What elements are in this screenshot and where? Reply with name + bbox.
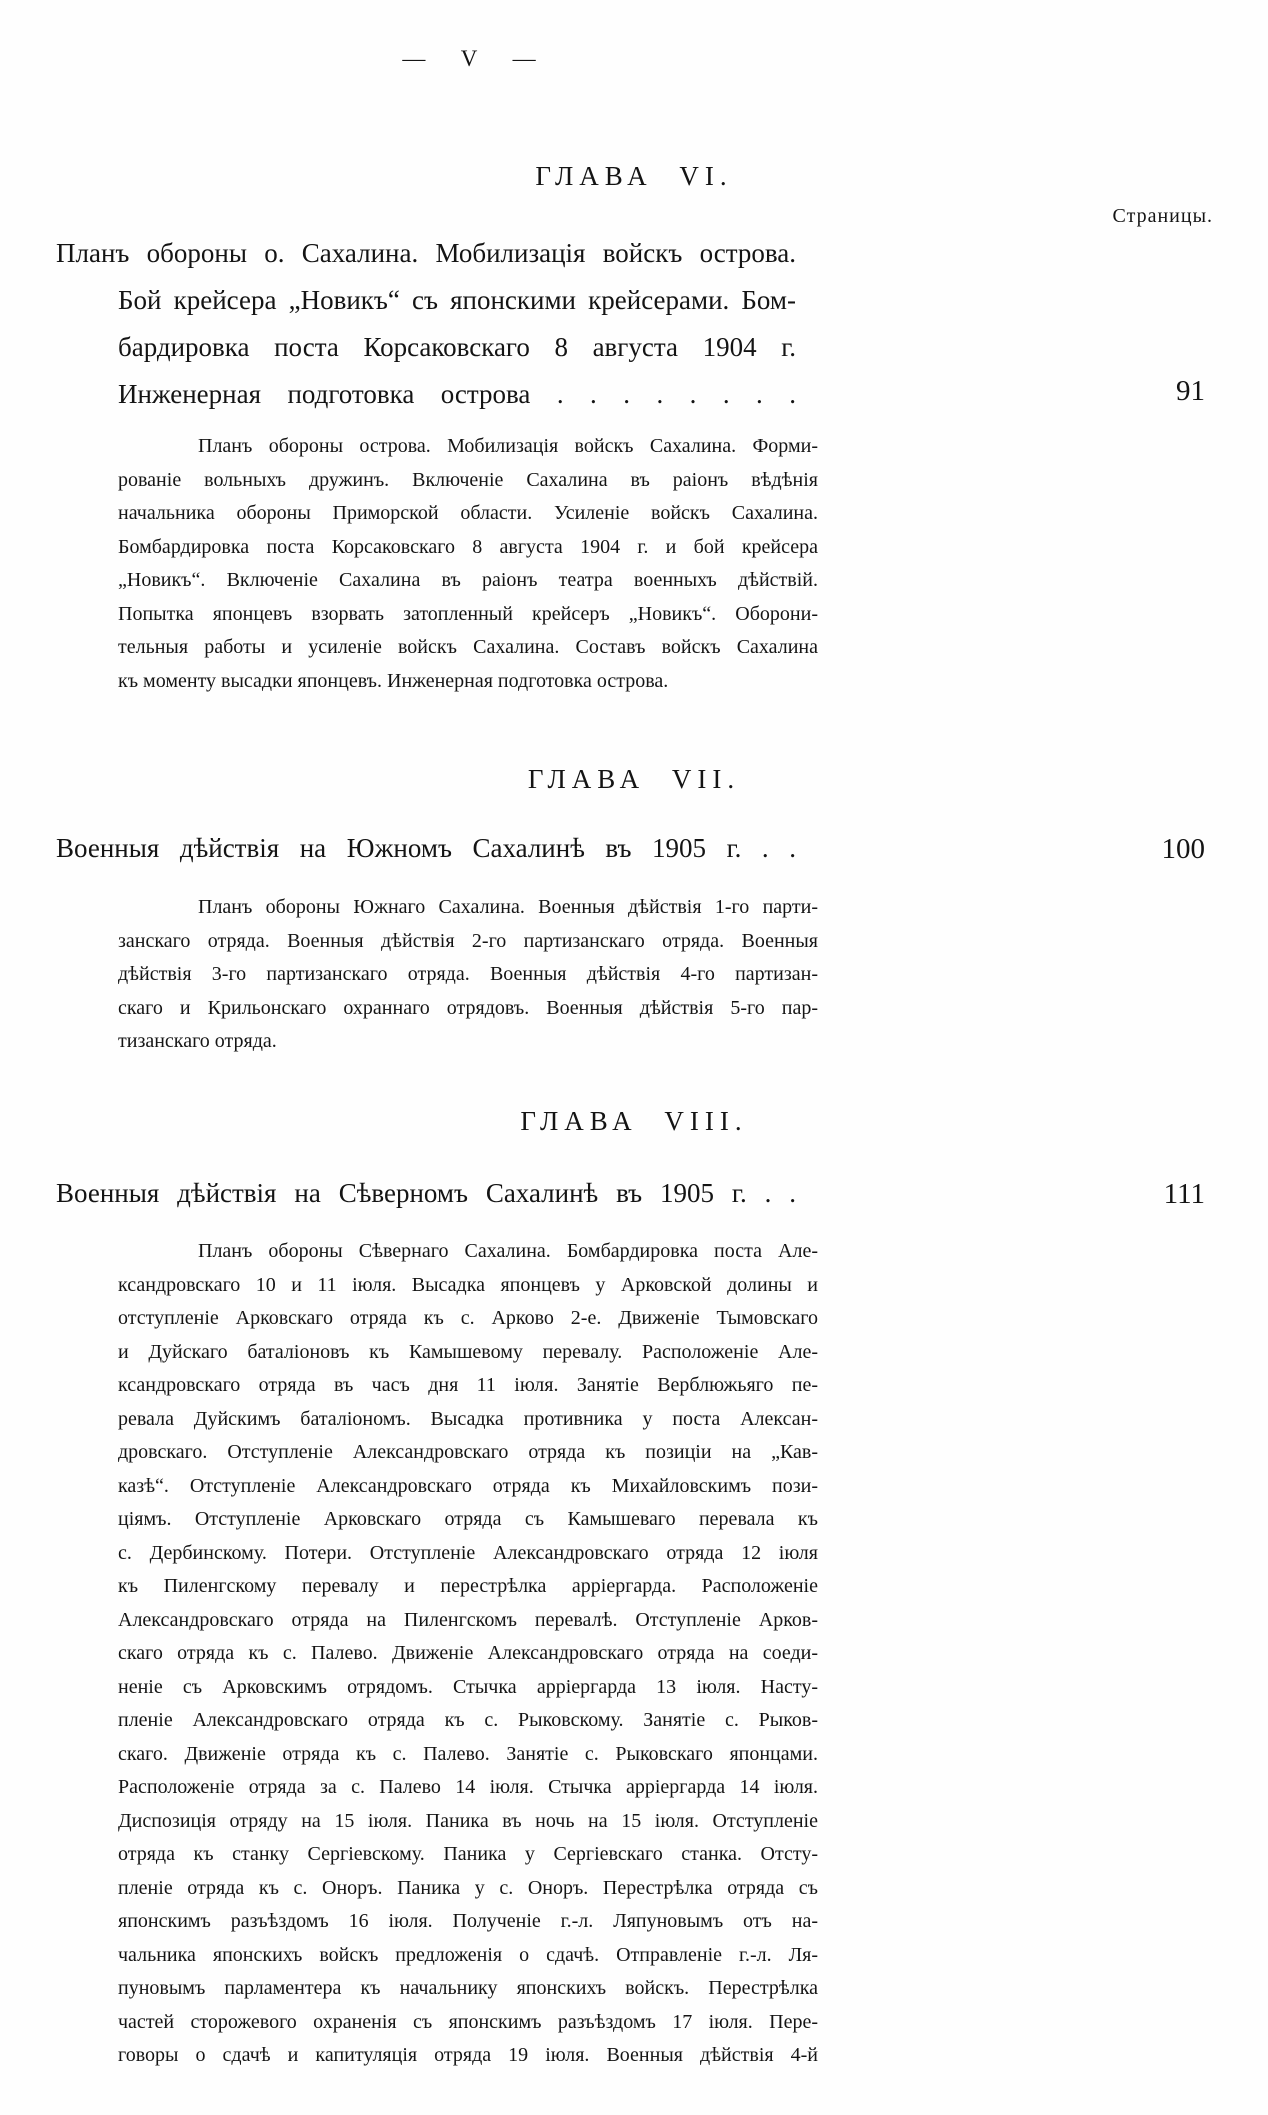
text-line: Попытка японцевъ взорвать затопленный крейсеръ „Новикъ“. Оборони- (118, 602, 818, 625)
pages-column-label: Страницы. (1112, 205, 1213, 227)
text-line: чальника японскихъ войскъ предложенія о сдачѣ. Отправленіе г.-л. Ля- (118, 1943, 818, 1966)
text-line: Расположеніе отряда за с. Палево 14 іюля. Стычка арріергарда 14 іюля. (118, 1776, 818, 1798)
text-line: дѣйствія 3-го партизанскаго отряда. Военныя дѣйствія 4-го партизан- (118, 963, 818, 985)
text-line: Планъ обороны Южнаго Сахалина. Военныя дѣйствія 1-го парти- (198, 896, 818, 918)
text-line: Планъ обороны острова. Мобилизація войскъ Сахалина. Форми- (198, 435, 818, 457)
text-line: казѣ“. Отступленіе Александровскаго отряда къ Михайловскимъ пози- (118, 1474, 818, 1497)
text-line: Инженерная подготовка острова . . . . . . . . (118, 379, 796, 409)
text-line: Александровскаго отряда на Пиленгскомъ перевалѣ. Отступленіе Арков- (118, 1608, 818, 1631)
text-line: японскимъ разъѣздомъ 16 іюля. Полученіе г.-л. Ляпуновымъ отъ на- (118, 1910, 818, 1932)
chapter-7-summary (118, 891, 818, 1059)
text-line: тизанскаго отряда. (118, 1030, 277, 1052)
text-line: и Дуйскаго баталіоновъ къ Камышевому перевалу. Расположеніе Але- (118, 1340, 818, 1363)
text-line: тельныя работы и усиленіе войскъ Сахалина. Составъ войскъ Сахалина (118, 636, 818, 658)
text-line: пленіе отряда къ с. Оноръ. Паника у с. Оноръ. Перестрѣлка отряда съ (118, 1876, 818, 1899)
chapter-6-summary (118, 430, 818, 698)
text-line: „Новикъ“. Включеніе Сахалина въ раіонъ театра военныхъ дѣйствій. (118, 569, 818, 591)
chapter-7-heading: ГЛАВА VII. (527, 764, 741, 794)
chapter-6-page-number: 91 (1176, 375, 1205, 407)
text-line: дровскаго. Отступленіе Александровскаго отряда къ позиціи на „Кав- (118, 1441, 818, 1463)
chapter-6-title (56, 230, 796, 418)
chapter-7-title (56, 825, 796, 872)
text-line: занскаго отряда. Военныя дѣйствія 2-го партизанскаго отряда. Военныя (118, 929, 818, 952)
text-line: скаго. Движеніе отряда къ с. Палево. Занятіе с. Рыковскаго японцами. (118, 1742, 818, 1765)
chapter-7-page-number: 100 (1161, 833, 1205, 865)
chapter-8-summary (118, 1235, 818, 2073)
text-line: ксандровскаго отряда въ часъ дня 11 іюля. Занятіе Верблюжьяго пе- (118, 1374, 818, 1396)
text-line: неніе съ Арковскимъ отрядомъ. Стычка арріергарда 13 іюля. Насту- (118, 1675, 818, 1698)
text-line: начальника обороны Приморской области. Усиленіе войскъ Сахалина. (118, 502, 818, 524)
text-line: Бой крейсера „Новикъ“ съ японскими крейсерами. Бом- (118, 285, 796, 315)
chapter-8-heading: ГЛАВА VIII. (520, 1106, 748, 1136)
text-line: частей сторожевого охраненія съ японскимъ разъѣздомъ 17 іюля. Пере- (118, 2010, 818, 2033)
text-line: отступленіе Арковскаго отряда къ с. Арково 2-е. Движеніе Тымовскаго (118, 1307, 818, 1329)
text-line: Военныя дѣйствія на Южномъ Сахалинѣ въ 1905 г. . . (56, 833, 796, 863)
chapter-8-title (56, 1170, 796, 1217)
text-line: пуновымъ парламентера къ начальнику японскихъ войскъ. Перестрѣлка (118, 1977, 818, 1999)
folio-page-number: — V — (402, 46, 538, 71)
text-line: Бомбардировка поста Корсаковскаго 8 августа 1904 г. и бой крейсера (118, 535, 818, 558)
text-line: Планъ обороны о. Сахалина. Мобилизація войскъ острова. (56, 238, 796, 268)
chapter-6-heading: ГЛАВА VI. (535, 161, 733, 191)
text-line: къ моменту высадки японцевъ. Инженерная подготовка острова. (118, 669, 669, 692)
text-line: пленіе Александровскаго отряда къ с. Рыковскому. Занятіе с. Рыков- (118, 1709, 818, 1731)
text-line: къ Пиленгскому перевалу и перестрѣлка арріергарда. Расположеніе (118, 1575, 818, 1597)
text-line: скаго и Крильонскаго охраннаго отрядовъ. Военныя дѣйствія 5-го пар- (118, 996, 818, 1019)
text-line: ксандровскаго 10 и 11 іюля. Высадка японцевъ у Арковской долины и (118, 1273, 818, 1296)
text-line: говоры о сдачѣ и капитуляція отряда 19 іюля. Военныя дѣйствія 4-й (118, 2044, 818, 2066)
text-line: Диспозиція отряду на 15 іюля. Паника въ ночь на 15 іюля. Отступленіе (118, 1809, 818, 1832)
chapter-8-page-number: 111 (1163, 1178, 1205, 1210)
text-line: ревала Дуйскимъ баталіономъ. Высадка противника у поста Алексан- (118, 1407, 818, 1430)
text-line: Военныя дѣйствія на Сѣверномъ Сахалинѣ въ 1905 г. . . (56, 1178, 796, 1208)
text-line: скаго отряда къ с. Палево. Движеніе Александровскаго отряда на соеди- (118, 1642, 818, 1664)
text-line: отряда къ станку Сергіевскому. Паника у Сергіевскаго станка. Отсту- (118, 1843, 818, 1865)
text-line: рованіе вольныхъ дружинъ. Включеніе Сахалина въ раіонъ вѣдѣнія (118, 468, 818, 491)
text-line: бардировка поста Корсаковскаго 8 августа 1904 г. (118, 332, 796, 362)
text-line: ціямъ. Отступленіе Арковскаго отряда съ Камышеваго перевала къ (118, 1508, 818, 1530)
text-line: с. Дербинскому. Потери. Отступленіе Александровскаго отряда 12 іюля (118, 1541, 818, 1564)
text-line: Планъ обороны Сѣвернаго Сахалина. Бомбардировка поста Але- (198, 1240, 818, 1262)
